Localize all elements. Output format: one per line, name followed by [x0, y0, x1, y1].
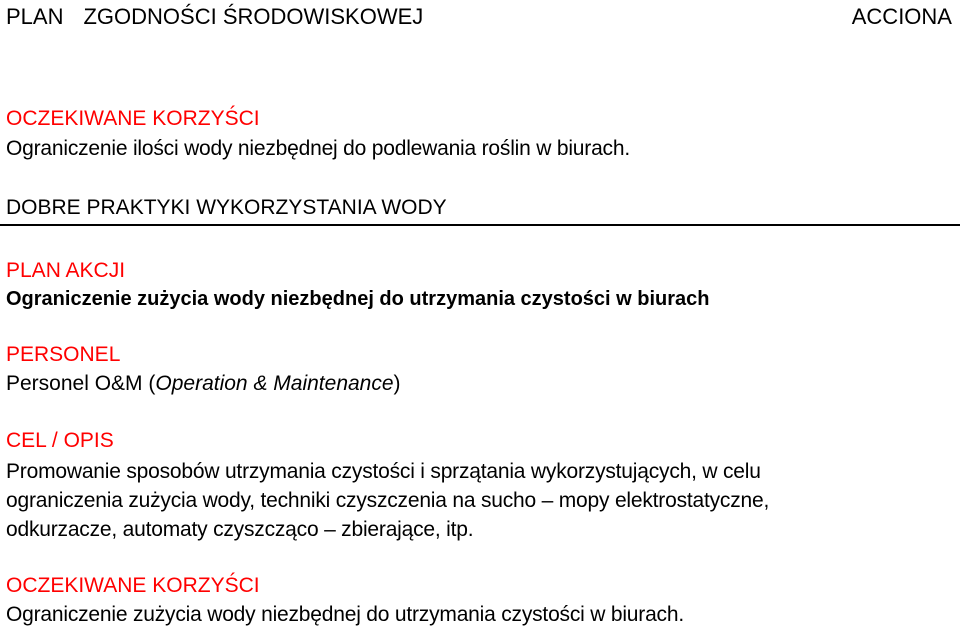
benefits2-text: Ograniczenie zużycia wody niezbędnej do utrzymania czystości w biurach. — [6, 603, 684, 626]
company-name: ACCIONA — [851, 4, 952, 29]
title-word-plan: PLAN — [6, 4, 64, 29]
goal-line-1: Promowanie sposobów utrzymania czystości i sprzątania wykorzystujących, w celu — [6, 460, 761, 483]
goal-line-3: odkurzacze, automaty czyszcząco – zbierające, itp. — [6, 518, 474, 541]
action-plan-text: Ograniczenie zużycia wody niezbędnej do utrzymania czystości w biurach — [6, 288, 710, 310]
personnel-prefix: Personel O&M ( — [6, 372, 156, 395]
section-divider — [0, 224, 960, 226]
benefits-text: Ograniczenie ilości wody niezbędnej do podlewania roślin w biurach. — [6, 137, 630, 160]
action-plan-heading: PLAN AKCJI — [6, 259, 126, 282]
title-rest: ZGODNOŚCI ŚRODOWISKOWEJ — [83, 4, 424, 29]
practice-heading: DOBRE PRAKTYKI WYKORZYSTANIA WODY — [6, 196, 447, 219]
benefits2-heading: OCZEKIWANE KORZYŚCI — [6, 574, 260, 597]
goal-line-2: ograniczenia zużycia wody, techniki czyszczenia na sucho – mopy elektrostatyczne, — [6, 489, 770, 512]
personnel-heading: PERSONEL — [6, 343, 121, 366]
personnel-text — [6, 371, 401, 397]
personnel-suffix: ) — [393, 372, 401, 395]
document-title — [6, 4, 423, 30]
personnel-italic: Operation & Maintenance — [155, 372, 394, 395]
benefits-heading: OCZEKIWANE KORZYŚCI — [6, 107, 260, 130]
goal-heading: CEL / OPIS — [6, 429, 114, 452]
